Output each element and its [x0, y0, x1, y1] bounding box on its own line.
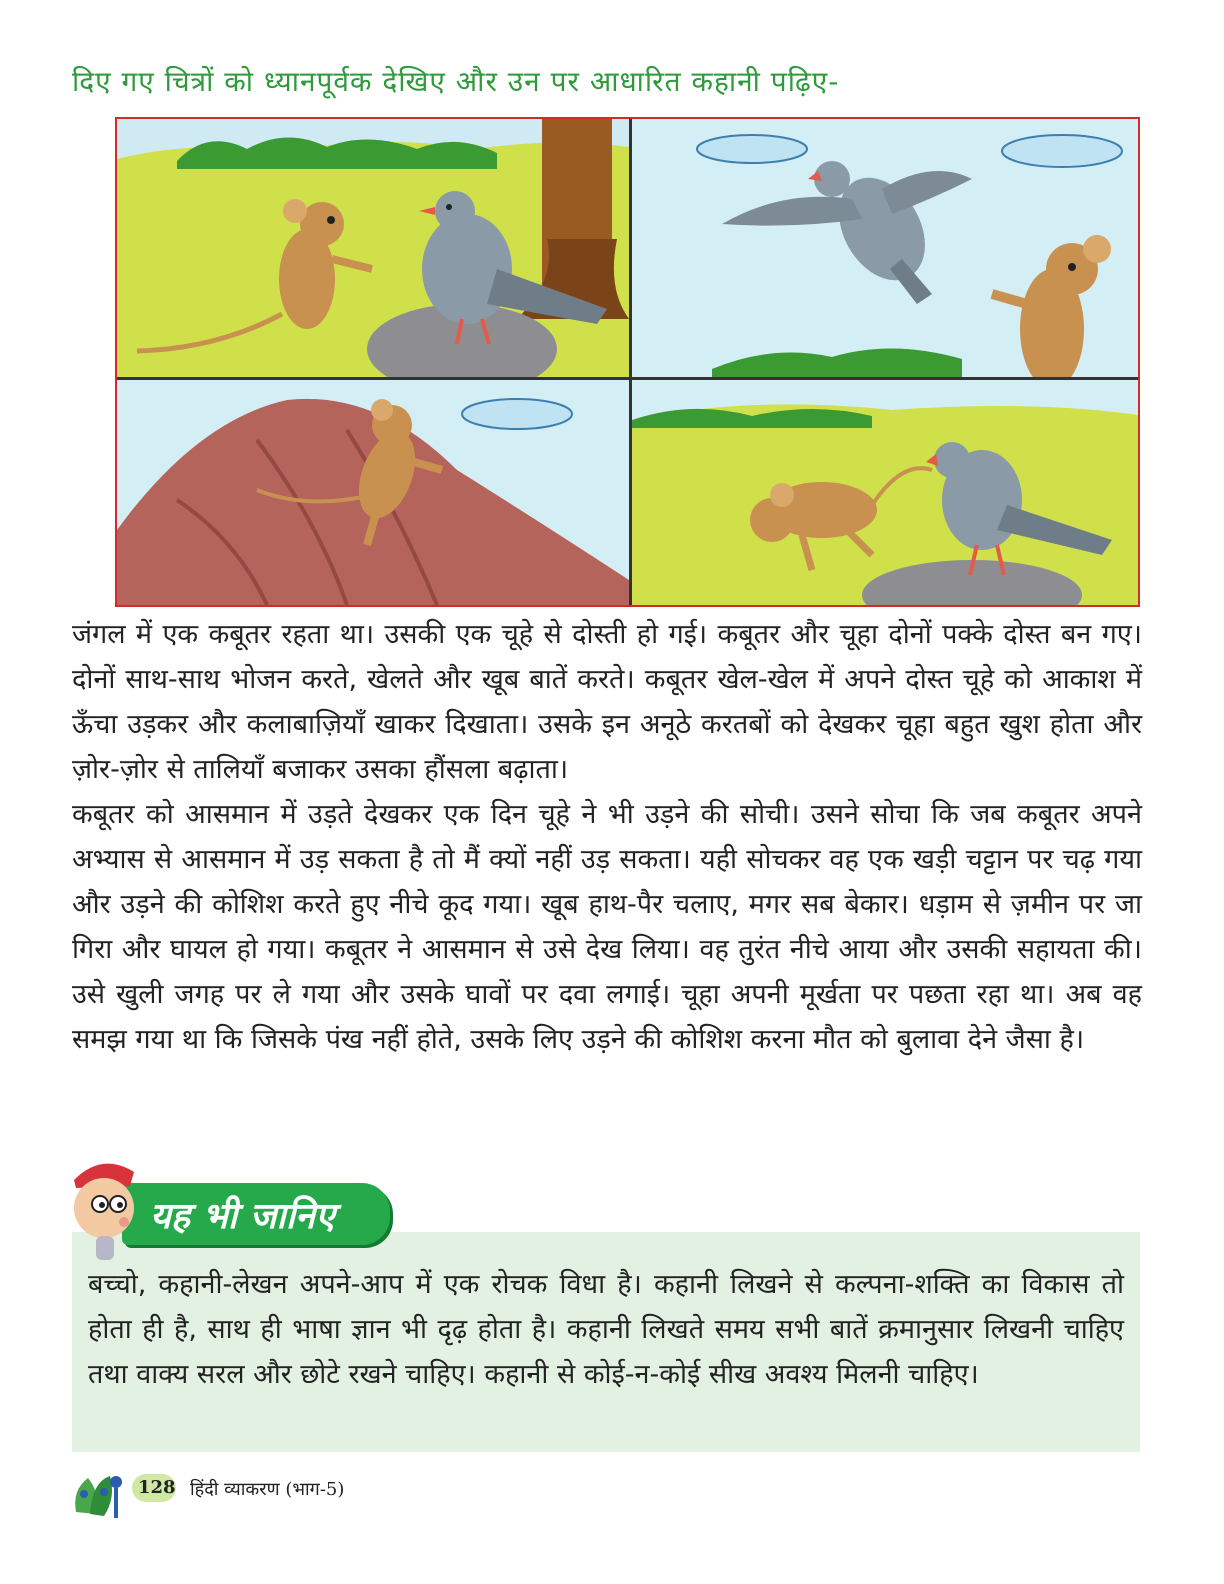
story-illustration [115, 117, 1140, 607]
peacock-icon [70, 1462, 130, 1526]
panel-mouse-meets-pigeon [117, 119, 629, 377]
story-text [72, 612, 1142, 1062]
panel-mouse-jumping-from-rock [117, 380, 629, 605]
story-paragraph-2: कबूतर को आसमान में उड़ते देखकर एक दिन चूहे ने भी उड़ने की सोची। उसने सोचा कि जब कबूतर अपने अभ्यास से आसमान में उड़ सकता है तो मैं क्यों नहीं उड़ सकता। यही सोचकर वह एक खड़ी चट्टान पर चढ़ गया और उड़ने की कोशिश करते हुए नीचे कूद गया। खूब हाथ-पैर चलाए, मगर सब बेकार। धड़ाम से ज़मीन पर जा गिरा और घायल हो गया। कबूतर ने आसमान से उसे देख लिया। वह तुरंत नीचे आया और उसकी सहायता की। उसे खुली जगह पर ले गया और उसके घावों पर दवा लगाई। चूहा अपनी मूर्खता पर पछता रहा था। अब वह समझ गया था कि जिसके पंख नहीं होते, उसके लिए उड़ने की कोशिश करना मौत को बुलावा देने जैसा है। [72, 799, 1142, 1055]
panel-pigeon-flying-mouse-clapping [632, 119, 1138, 377]
instruction-heading: दिए गए चित्रों को ध्यानपूर्वक देखिए और उन पर आधारित कहानी पढ़िए- [72, 65, 840, 98]
story-paragraph-1: जंगल में एक कबूतर रहता था। उसकी एक चूहे से दोस्ती हो गई। कबूतर और चूहा दोनों पक्के दोस्त बन गए। दोनों साथ-साथ भोजन करते, खेलते और खूब बातें करते। कबूतर खेल-खेल में अपने दोस्त चूहे को आकाश में ऊँचा उड़कर और कलाबाज़ियाँ खाकर दिखाता। उसके इन अनूठे करतबों को देखकर चूहा बहुत खुश होता और ज़ोर-ज़ोर से तालियाँ बजाकर उसका हौंसला बढ़ाता। [72, 619, 1142, 785]
panel-pigeon-helping-mouse [632, 380, 1138, 605]
page-number: 128 [138, 1477, 176, 1498]
boy-mascot-icon [62, 1152, 152, 1266]
book-title: हिंदी व्याकरण (भाग-5) [190, 1479, 345, 1500]
did-you-know-text: बच्चो, कहानी-लेखन अपने-आप में एक रोचक विधा है। कहानी लिखने से कल्पना-शक्ति का विकास तो होता ही है, साथ ही भाषा ज्ञान भी दृढ़ होता है। कहानी लिखते समय सभी बातें क्रमानुसार लिखनी चाहिए तथा वाक्य सरल और छोटे रखने चाहिए। कहानी से कोई-न-कोई सीख अवश्य मिलनी चाहिए। [88, 1269, 1124, 1390]
did-you-know-title: यह भी जानिए [150, 1196, 335, 1237]
